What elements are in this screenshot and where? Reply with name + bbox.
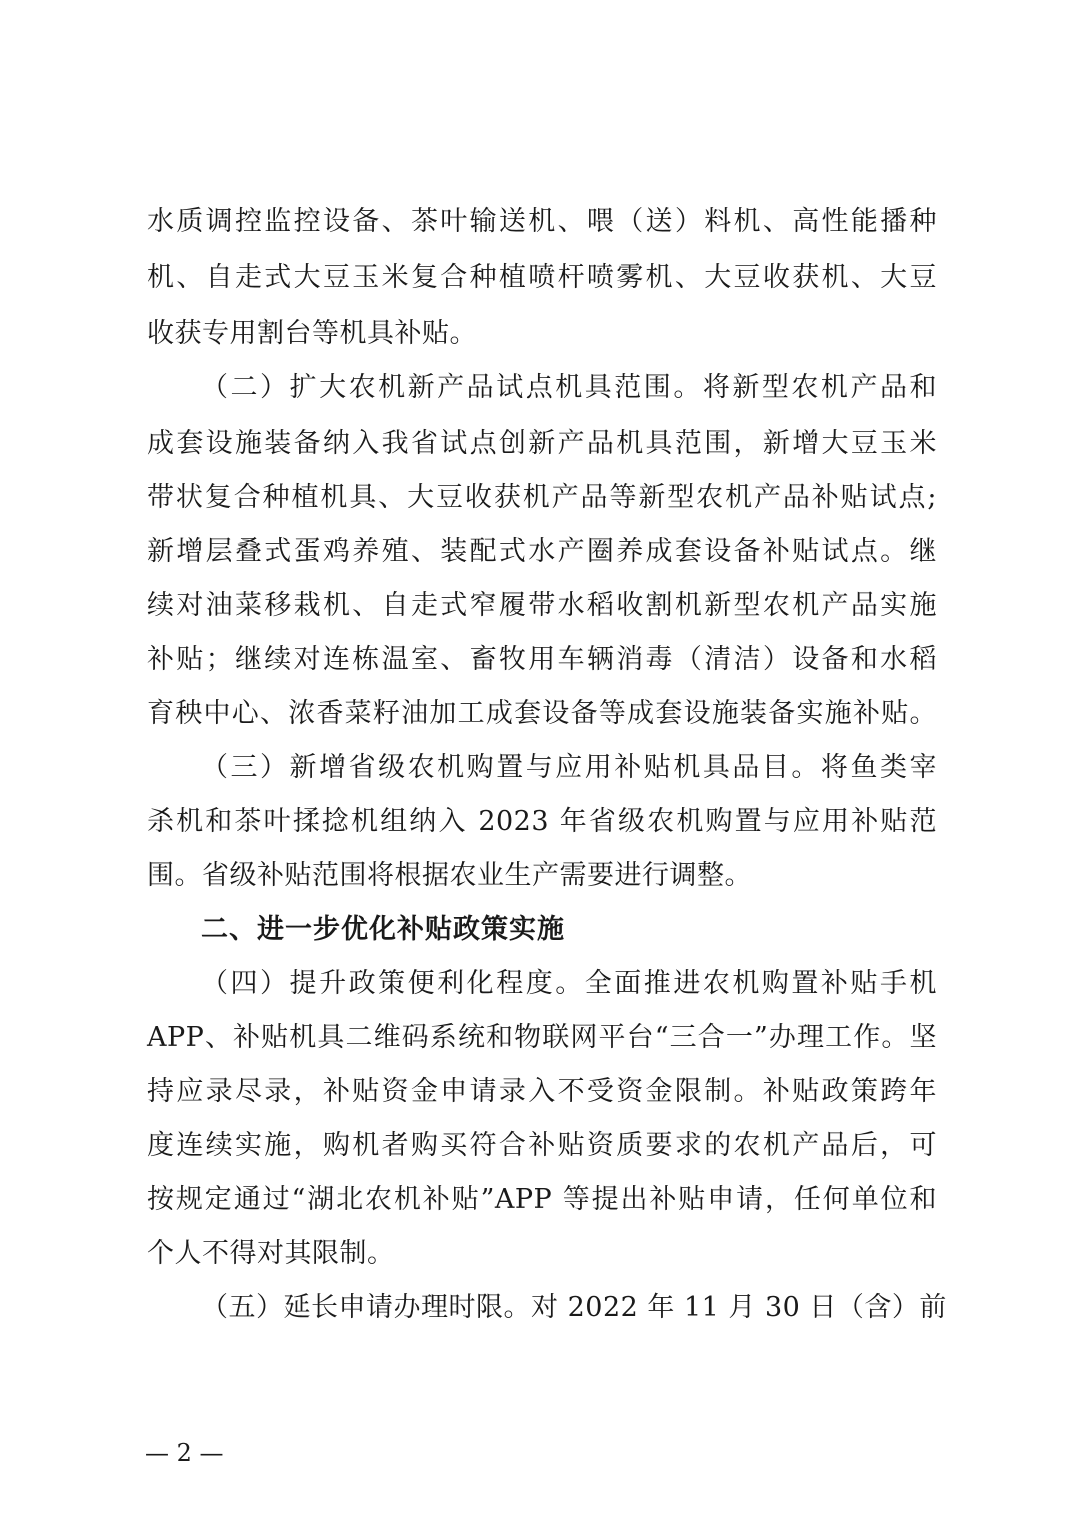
text-line: （四）提升政策便利化程度。全面推进农机购置补贴手机 <box>201 968 937 999</box>
text-line: 续对油菜移栽机、自走式窄履带水稻收割机新型农机产品实施 <box>147 590 937 621</box>
text-line: 带状复合种植机具、大豆收获机产品等新型农机产品补贴试点; <box>147 482 937 513</box>
section-heading: 二、进一步优化补贴政策实施 <box>201 914 565 945</box>
text-line: 水质调控监控设备、茶叶输送机、喂（送）料机、高性能播种 <box>147 206 937 237</box>
text-line: 机、自走式大豆玉米复合种植喷杆喷雾机、大豆收获机、大豆 <box>147 262 937 293</box>
text-line: 围。省级补贴范围将根据农业生产需要进行调整。 <box>147 860 752 891</box>
page-number: — 2 — <box>145 1439 224 1467</box>
text-line: （三）新增省级农机购置与应用补贴机具品目。将鱼类宰 <box>201 752 937 783</box>
text-line: 杀机和茶叶揉捻机组纳入 2023 年省级农机购置与应用补贴范 <box>147 806 937 837</box>
text-line: 度连续实施，购机者购买符合补贴资质要求的农机产品后，可 <box>147 1130 937 1161</box>
text-line: 个人不得对其限制。 <box>147 1238 395 1269</box>
text-line: 持应录尽录，补贴资金申请录入不受资金限制。补贴政策跨年 <box>147 1076 937 1107</box>
text-line: （二）扩大农机新产品试点机具范围。将新型农机产品和 <box>201 372 937 403</box>
text-line: 按规定通过“湖北农机补贴”APP 等提出补贴申请，任何单位和 <box>147 1184 937 1215</box>
text-line: APP、补贴机具二维码系统和物联网平台“三合一”办理工作。坚 <box>147 1022 937 1053</box>
text-line: 补贴；继续对连栋温室、畜牧用车辆消毒（清洁）设备和水稻 <box>147 644 937 675</box>
text-line: （五）延长申请办理时限。对 2022 年 11 月 30 日（含）前 <box>201 1292 947 1323</box>
text-line: 育秧中心、浓香菜籽油加工成套设备等成套设施装备实施补贴。 <box>147 698 937 729</box>
text-line: 成套设施装备纳入我省试点创新产品机具范围，新增大豆玉米 <box>147 428 937 459</box>
text-line: 新增层叠式蛋鸡养殖、装配式水产圈养成套设备补贴试点。继 <box>147 536 937 567</box>
text-line: 收获专用割台等机具补贴。 <box>147 318 477 349</box>
